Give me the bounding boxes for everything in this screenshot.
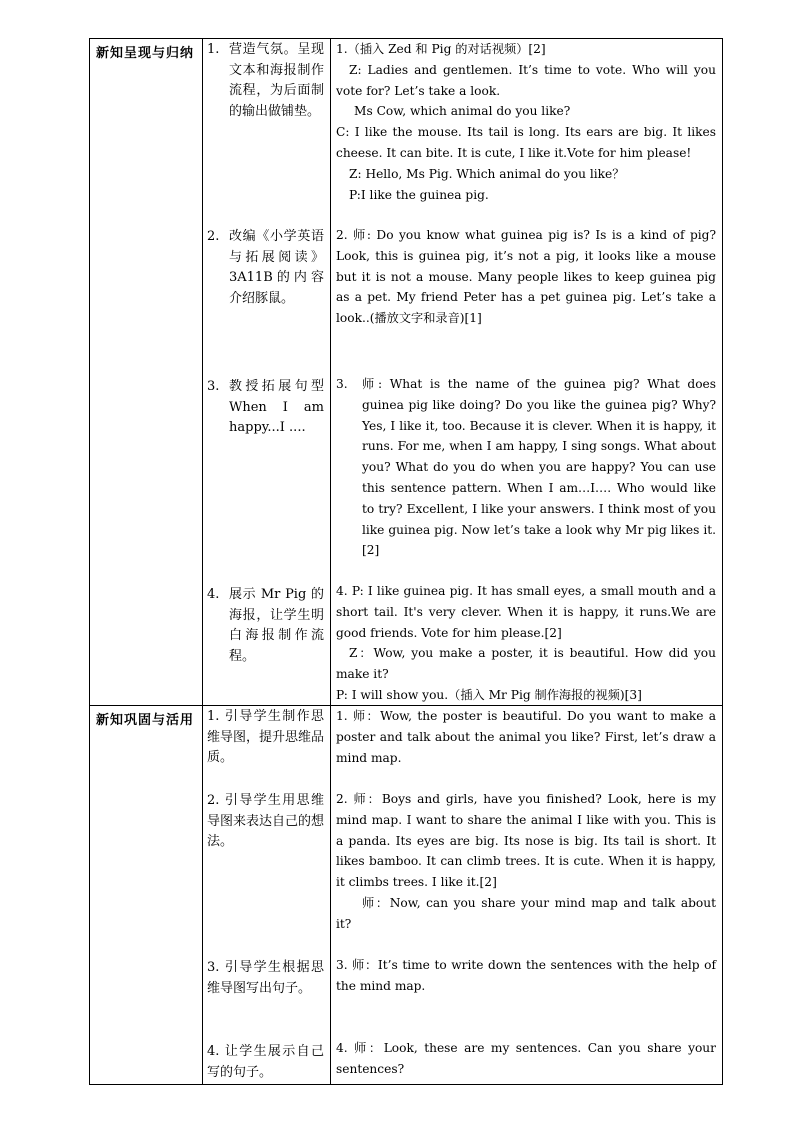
- steps-cell: [331, 39, 723, 706]
- step-line: Z: Hello, Ms Pig. Which animal do you like？: [349, 166, 625, 181]
- objective-item: 3. 引导学生根据思维导图写出句子。: [207, 960, 324, 996]
- step-line: 4. 师：Look, these are my sentences. Can you share your sentences?: [336, 1041, 716, 1076]
- step-line: C: I like the mouse. Its tail is long. Its ears are big. It likes cheese. It can bite. It is cute, I like it.Vote for him please!: [336, 125, 716, 160]
- steps-cell: [331, 706, 723, 1085]
- step-line: 1.（插入 Zed 和 Pig 的对话视频）[2]: [336, 42, 546, 56]
- step-line: 师：Now, can you share your mind map and talk about it?: [336, 895, 716, 931]
- step-text: 师: What is the name of the guinea pig? What does guinea pig like doing? Do you like the guinea pig? Why? Yes, I like it, too. Because it is clever. When it is happy, it runs. For me, when I am happy, I sing songs. What about you? What do you do when you are happy? You can use this sentence pattern. When I am…I…. Who would like to try? Excellent, I like your answers. I think most of you like guinea pig. Now let’s take a look why Mr pig likes it.[2]: [362, 377, 716, 558]
- step-line: P: I will show you.（插入 Mr Pig 制作海报的视频)[3]: [336, 687, 642, 702]
- step-line: 1. 师：Wow, the poster is beautiful. Do you want to make a poster and talk about the animal you like? First, let’s draw a mind map.: [336, 709, 716, 765]
- step-number: 3.: [336, 377, 348, 391]
- step-block: [331, 706, 722, 789]
- objective-number: 3.: [207, 379, 220, 394]
- objective-item: [203, 226, 330, 376]
- step-line: P:I like the guinea pig.: [349, 187, 489, 202]
- objective-item: 1. 引导学生制作思维导图，提升思维品质。: [207, 709, 325, 765]
- objective-text: 教授拓展句型 When I am happy...I ....: [229, 379, 324, 435]
- step-block: [331, 1038, 722, 1080]
- stage-cell: [90, 39, 203, 706]
- step-line: Z: Ladies and gentlemen. It’s time to vote. Who will you vote for? Let’s take a look.: [336, 62, 716, 98]
- objective-item: [203, 584, 330, 705]
- step-text: 2. 师: Do you know what guinea pig is? Is is a kind of pig? Look, this is guinea pig, it’s not a pig, it looks like a mouse but it is not a mouse. Many people likes to keep guinea pig as a pet. My friend Peter has a pet guinea pig. Let’s take a look..(播放文字和录音)[1]: [336, 228, 716, 326]
- step-block: [331, 955, 722, 1038]
- step-line: 2. 师：Boys and girls, have you finished? Look, here is my mind map. I want to share the animal I like with you. This is a panda. Its eyes are big. Its nose is big. Its tail is short. It likes bamboo. It can climb trees. It is cute. When it is happy, it climbs trees. I like it.[2]: [336, 792, 716, 890]
- objective-number: 2.: [207, 229, 220, 244]
- table-row: [90, 706, 723, 1085]
- objective-item: [203, 39, 330, 226]
- step-line: 4. P: I like guinea pig. It has small eyes, a small mouth and a short tail. It's very clever. When it is happy, it runs.We are good friends. Vote for him please.[2]: [336, 584, 716, 640]
- objective-number: 1.: [207, 42, 220, 57]
- step-line: Ms Cow, which animal do you like?: [354, 104, 571, 119]
- step-block: [331, 39, 722, 225]
- stage-cell: [90, 706, 203, 1085]
- stage-title: 新知巩固与活用: [96, 713, 195, 728]
- objective-item: 4. 让学生展示自己写的句子。: [207, 1044, 324, 1080]
- step-block: [331, 374, 722, 581]
- step-block: [331, 581, 722, 701]
- objective-item: 2. 引导学生用思维导图来表达自己的想法。: [207, 793, 325, 849]
- objective-text: 展示 Mr Pig 的海报，让学生明白海报制作流程。: [229, 587, 324, 664]
- step-line: Z：Wow, you make a poster, it is beautiful. How did you make it?: [336, 646, 716, 682]
- objective-number: 4.: [207, 587, 220, 602]
- step-block: [331, 225, 722, 374]
- table-row: [90, 39, 723, 706]
- objectives-cell: [203, 39, 331, 706]
- stage-title: 新知呈现与归纳: [96, 46, 195, 61]
- lesson-plan-table: [89, 38, 723, 1085]
- step-hanging: [336, 374, 716, 561]
- objective-text: 营造气氛。呈现文本和海报制作流程，为后面制的输出做铺垫。: [229, 42, 324, 119]
- step-line: 3. 师：It’s time to write down the sentences with the help of the mind map.: [336, 958, 716, 993]
- objectives-cell: [203, 706, 331, 1085]
- objective-item: [203, 376, 330, 584]
- objective-text: 改编《小学英语与拓展阅读》3A11B的内容介绍豚鼠。: [229, 229, 324, 306]
- step-block: [331, 789, 722, 955]
